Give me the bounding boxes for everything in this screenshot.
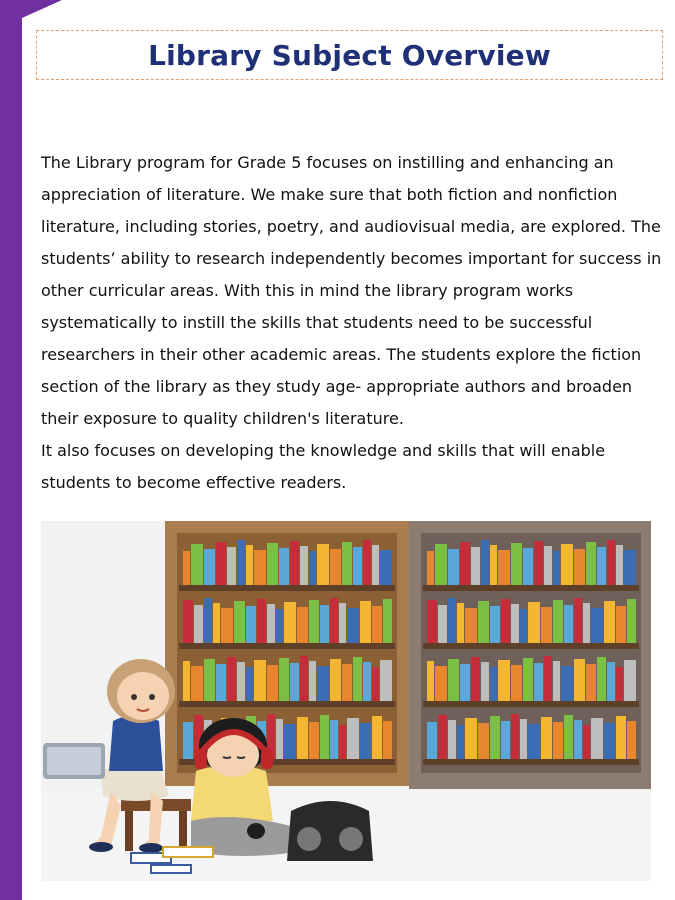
- book-spine: [607, 540, 615, 585]
- shelf-board: [423, 759, 639, 765]
- book-spine: [586, 542, 596, 585]
- book-spine: [246, 667, 253, 701]
- book-spine: [438, 715, 447, 759]
- book-spine: [511, 604, 519, 643]
- book-spine: [227, 657, 236, 701]
- book-spine: [427, 661, 434, 701]
- book-spine: [309, 661, 316, 701]
- book-spine: [481, 662, 489, 701]
- book-spine: [297, 717, 308, 759]
- book-spine: [435, 666, 447, 701]
- book-spine: [347, 718, 359, 759]
- shelf-board: [423, 701, 639, 707]
- book-spine: [330, 598, 338, 643]
- book-spine: [616, 545, 623, 585]
- book-spine: [194, 605, 203, 643]
- book-spine: [438, 605, 447, 643]
- book-spine: [254, 550, 266, 585]
- book-spine: [427, 551, 434, 585]
- book-spine: [591, 718, 603, 759]
- book-spine: [534, 663, 543, 701]
- book-spine: [574, 598, 582, 643]
- book-spine: [624, 660, 636, 701]
- book-spine: [544, 656, 552, 701]
- book-spine: [553, 600, 563, 643]
- shelf-board: [179, 585, 395, 591]
- book-spine: [284, 602, 296, 643]
- book-spine: [363, 662, 371, 701]
- book-spine: [284, 724, 296, 759]
- book-spine: [501, 599, 510, 643]
- book-spine: [330, 659, 341, 701]
- book-spine: [478, 601, 489, 643]
- book-spine: [297, 607, 308, 643]
- book-spine: [309, 722, 319, 759]
- book-spine: [339, 603, 346, 643]
- book-spine: [471, 547, 480, 585]
- book-spine: [448, 659, 459, 701]
- book-spine: [553, 722, 563, 759]
- book-spine: [553, 661, 560, 701]
- book-spine: [372, 606, 382, 643]
- book-spine: [317, 666, 329, 701]
- book-spine: [490, 545, 497, 585]
- book-spine: [320, 715, 329, 759]
- book-spine: [561, 666, 573, 701]
- library-illustration: [41, 521, 651, 881]
- book-spine: [435, 544, 447, 585]
- book-spine: [564, 605, 573, 643]
- book-spine: [279, 548, 289, 585]
- book-spine: [523, 658, 533, 701]
- book-spine: [363, 540, 371, 585]
- book-spine: [511, 543, 522, 585]
- book-spine: [616, 667, 623, 701]
- book-spine: [627, 599, 636, 643]
- book-spine: [490, 606, 500, 643]
- side-accent-bar: [0, 0, 22, 900]
- book-spine: [616, 716, 626, 759]
- book-spine: [183, 600, 193, 643]
- shelf-board: [179, 701, 395, 707]
- book-spine: [246, 606, 256, 643]
- book-spine: [300, 656, 308, 701]
- book-spine: [213, 603, 220, 643]
- book-spine: [624, 550, 636, 585]
- overview-text: [41, 147, 666, 499]
- book-spine: [541, 717, 552, 759]
- book-spine: [574, 720, 582, 759]
- book-spine: [553, 551, 560, 585]
- book-spine: [481, 540, 489, 585]
- book-spine: [457, 725, 464, 759]
- book-spine: [353, 547, 362, 585]
- shelf-board: [423, 585, 639, 591]
- corner-accent: [22, 0, 62, 18]
- page-title: Library Subject Overview: [148, 38, 551, 72]
- book-spine: [460, 542, 470, 585]
- book-spine: [254, 660, 266, 701]
- book-spine: [498, 660, 510, 701]
- book-spine: [360, 723, 371, 759]
- book-spine: [342, 542, 352, 585]
- title-box: [36, 30, 663, 80]
- book-spine: [380, 550, 392, 585]
- book-spine: [279, 658, 289, 701]
- book-spine: [460, 664, 470, 701]
- book-spine: [183, 551, 190, 585]
- book-spine: [448, 720, 456, 759]
- shelf-board: [423, 643, 639, 649]
- book-spine: [541, 607, 552, 643]
- book-spine: [383, 721, 392, 759]
- book-spine: [234, 601, 245, 643]
- book-spine: [511, 665, 522, 701]
- book-spine: [276, 719, 283, 759]
- book-spine: [490, 716, 500, 759]
- shelf-board: [179, 643, 395, 649]
- book-spine: [353, 657, 362, 701]
- book-spine: [257, 599, 266, 643]
- book-spine: [300, 546, 308, 585]
- book-spine: [471, 657, 480, 701]
- overview-paragraph-2: It also focuses on developing the knowledge and skills that will enable students to become effective readers.: [41, 441, 606, 492]
- book-spine: [290, 663, 299, 701]
- book-spine: [383, 599, 392, 643]
- bookshelf-right-icon: [409, 521, 651, 789]
- book-spine: [216, 542, 226, 585]
- book-spine: [574, 659, 585, 701]
- book-spine: [204, 549, 215, 585]
- book-spine: [347, 608, 359, 643]
- book-spine: [465, 608, 477, 643]
- book-spine: [523, 548, 533, 585]
- book-spine: [465, 718, 477, 759]
- book-spine: [309, 600, 319, 643]
- book-spine: [204, 659, 215, 701]
- book-spine: [237, 540, 245, 585]
- book-spine: [520, 609, 527, 643]
- book-spine: [330, 720, 338, 759]
- book-spine: [627, 721, 636, 759]
- book-spine: [372, 667, 379, 701]
- book-spine: [478, 723, 489, 759]
- book-spine: [564, 715, 573, 759]
- book-spine: [498, 550, 510, 585]
- book-spine: [448, 598, 456, 643]
- book-spine: [237, 662, 245, 701]
- book-spine: [267, 665, 278, 701]
- book-spine: [583, 603, 590, 643]
- book-spine: [511, 714, 519, 759]
- book-spine: [607, 662, 615, 701]
- book-spine: [380, 660, 392, 701]
- book-spine: [204, 598, 212, 643]
- book-spine: [586, 664, 596, 701]
- book-spine: [574, 549, 585, 585]
- book-spine: [183, 661, 190, 701]
- book-spine: [457, 603, 464, 643]
- book-spine: [544, 546, 552, 585]
- overview-paragraph-1: The Library program for Grade 5 focuses on instilling and enhancing an appreciation of literature. We make sure that both fiction and nonfiction literature, including stories, poetry, and audiovisual media, are explored. The students’ ability to research independently becomes important for success in other curricular areas. With this in mind the library program works systematically to instill the skills that students need to be successful researchers in their other academic areas. The students explore the fiction section of the library as they study age- appropriate authors and broaden their exposure to quality children's literature.: [41, 153, 662, 428]
- book-spine: [276, 609, 283, 643]
- book-spine: [501, 721, 510, 759]
- tablet-icon: [43, 743, 105, 779]
- book-spine: [320, 605, 329, 643]
- book-spine: [372, 545, 379, 585]
- book-spine: [597, 547, 606, 585]
- book-spine: [583, 725, 590, 759]
- book-spine: [290, 541, 299, 585]
- book-spine: [520, 719, 527, 759]
- book-spine: [490, 667, 497, 701]
- book-spine: [372, 716, 382, 759]
- book-spine: [191, 666, 203, 701]
- book-spine: [191, 544, 203, 585]
- book-spine: [427, 600, 437, 643]
- book-spine: [342, 664, 352, 701]
- book-spine: [604, 723, 615, 759]
- book-spine: [183, 722, 193, 759]
- book-spine: [216, 664, 226, 701]
- book-spine: [309, 551, 316, 585]
- book-spine: [317, 544, 329, 585]
- book-spine: [591, 608, 603, 643]
- book-spine: [448, 549, 459, 585]
- radio-icon: [287, 801, 373, 861]
- book-spine: [534, 541, 543, 585]
- book-spine: [528, 724, 540, 759]
- book-spine: [597, 657, 606, 701]
- book-spine: [616, 606, 626, 643]
- book-spine: [267, 543, 278, 585]
- book-spine: [221, 608, 233, 643]
- book-spine: [330, 549, 341, 585]
- book-spine: [267, 604, 275, 643]
- book-spine: [528, 602, 540, 643]
- book-spine: [604, 601, 615, 643]
- book-spine: [561, 544, 573, 585]
- book-spine: [360, 601, 371, 643]
- book-spine: [227, 547, 236, 585]
- book-spine: [339, 725, 346, 759]
- book-spine: [246, 545, 253, 585]
- book-spine: [427, 722, 437, 759]
